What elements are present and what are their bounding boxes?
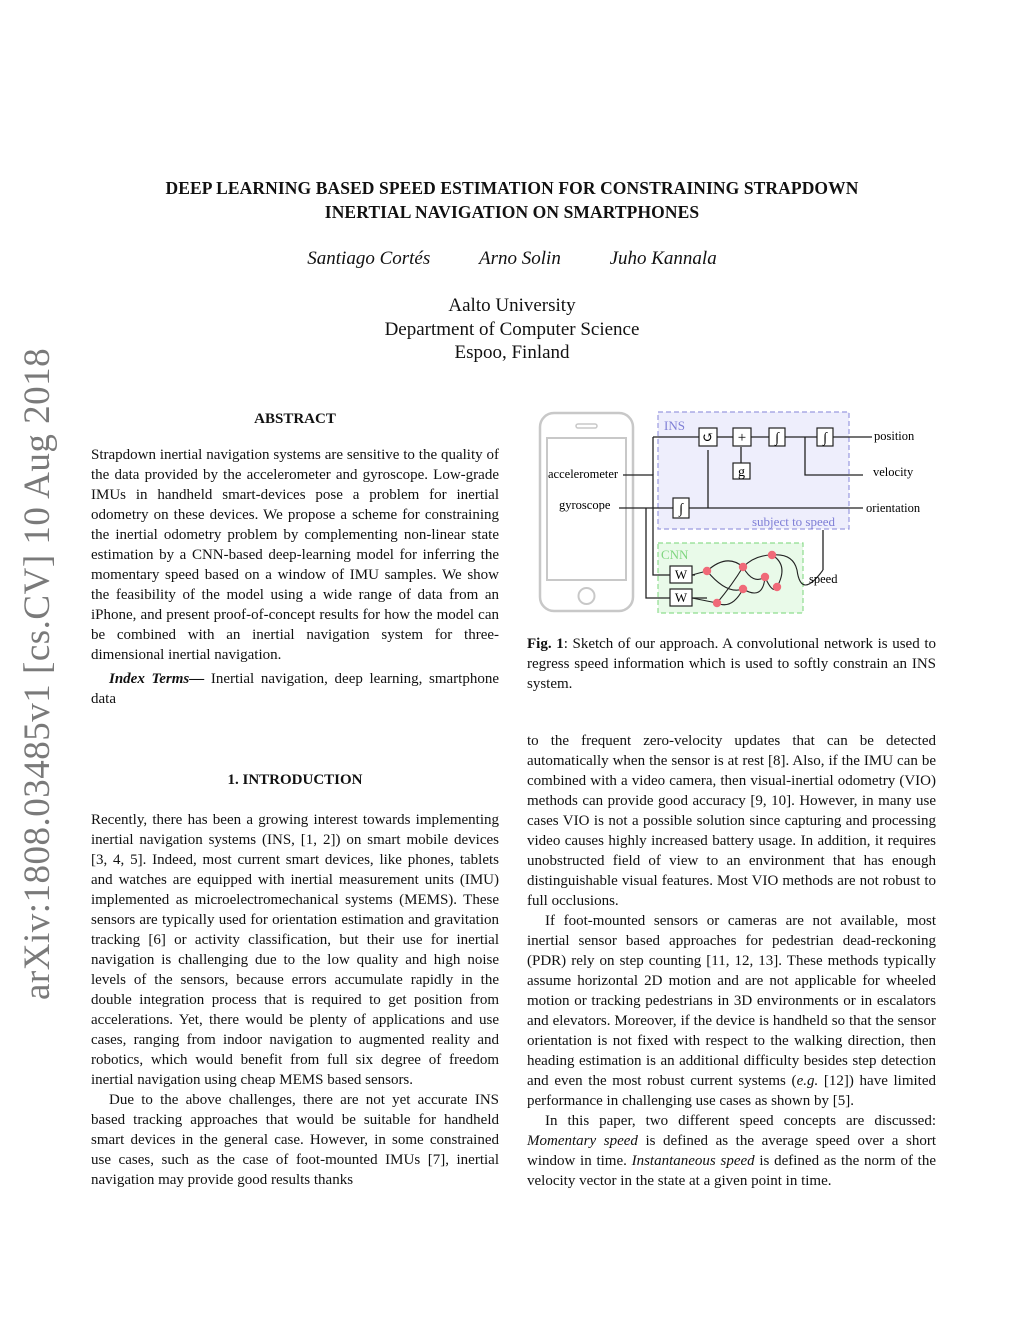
velocity-label: velocity (873, 465, 914, 479)
p3-term-momentary: Momentary speed (527, 1133, 638, 1149)
right-paragraph-2-text: If foot-mounted sensors or cameras are not available, most inertial sensor based approaches for pedestrian dead-reckoning (PDR) rely on step counting [11, 12, 13]. These methods typically assume horizontal 2D motion and are not applicable for wheeled motion or tracking pedestrians in 3D environments or in escalators and elevators. Moreover, if the device is handheld so that the sensor orientation is not fixed with respect to the walking direction, then heading estimation is an additional difficulty besides step detection and even the most robust current systems ( (527, 913, 936, 1089)
p3-part-c: is defined as the norm of the velocity vector in the state at a given point in time. (527, 1153, 936, 1189)
arxiv-stamp: arXiv:1808.03485v1 [cs.CV] 10 Aug 2018 (17, 347, 58, 1000)
intro-paragraph-2: Due to the above challenges, there are not yet accurate INS based tracking approaches that would be suitable for handheld smart devices in the general case. However, in some constrained use cases, such as the case of foot-mounted IMUs [7], inertial navigation may provide good results thanks (91, 1092, 499, 1188)
author-1: Santiago Cortés (307, 248, 431, 269)
cnn-label: CNN (661, 547, 689, 562)
abstract-heading: ABSTRACT (254, 411, 336, 427)
integrator-symbol-3: ∫ (679, 502, 683, 517)
title-line-2: INERTIAL NAVIGATION ON SMARTPHONES (324, 202, 700, 222)
introduction-section (91, 770, 499, 1190)
cnn-node-7 (773, 583, 781, 591)
accelerometer-label: accelerometer (548, 467, 619, 481)
right-paragraph-2 (527, 911, 936, 1111)
index-terms-text: Inertial navigation, deep learning, smartphone data (91, 671, 499, 707)
title-line-1: DEEP LEARNING BASED SPEED ESTIMATION FOR CONSTRAINING STRAPDOWN (165, 178, 859, 198)
integrator-symbol-1: ∫ (775, 431, 779, 446)
affiliation-line-2: Department of Computer Science (384, 318, 640, 340)
index-terms (91, 669, 499, 709)
right-paragraph-3 (527, 1111, 936, 1191)
right-paragraph-1: to the frequent zero-velocity updates that can be detected automatically when the sensor is at rest [8]. Also, if the IMU can be combined with a video camera, then visual-inertial odometry (VIO) methods can provide good accuracy [9, 10]. However, in many use cases VIO is not a possible solution since capturing and processing video causes highly increased battery usage. In addition, it requires unobstructed field of view to an environment that has enough distinguishable visual features. Most VIO methods are not robust to full occlusions. (527, 733, 936, 909)
right-column-text (527, 731, 936, 1191)
affiliation (0, 294, 1024, 365)
abstract-text: Strapdown inertial navigation systems are sensitive to the quality of the data provided by the accelerometer and gyroscope. Low-grade IMUs in handheld smart-devices pose a problem for inertial odometry on these devices. We propose a scheme for constraining the inertial odometry problem by complementing non-linear state estimation by a CNN-based deep-learning model for inferring the momentary speed based on a window of IMU samples. We show the feasibility of the model using a wide range of data from an iPhone, and present proof-of-concept results for how the model can be combined with an inertial navigation system for three-dimensional inertial navigation. (91, 447, 499, 663)
gravity-symbol: g (738, 465, 745, 480)
intro-paragraph-1: Recently, there has been a growing interest towards implementing inertial navigation systems (INS, [1, 2]) on smart mobile devices [3, 4, 5]. Indeed, most current smart devices, like phones, tablets and watches are equipped with inertial measurement units (IMU) implemented as microelectromechanical systems (MEMS). These sensors are typically used for orientation estimation and gravitation tracking [6] or activity classification, but their use for inertial navigation is challenging due to the low quality and high noise levels of the sensors, because errors accumulate rapidly in the double integration process that is required to get position from accelerations. Yet, there would be plenty of applications and use cases, ranging from indoor navigation to augmented reality and robotics, which would benefit from full six degree of freedom inertial navigation using cheap MEMS based sensors. (91, 812, 499, 1088)
cnn-node-5 (768, 551, 776, 559)
phone-speaker (576, 424, 597, 428)
subject-to-speed-label: subject to speed (752, 514, 836, 529)
position-label: position (874, 429, 915, 443)
caption-label: Fig. 1 (527, 636, 564, 652)
integrator-symbol-2: ∫ (823, 431, 827, 446)
orientation-label: orientation (866, 501, 921, 515)
phone-home-button (579, 588, 595, 604)
introduction-heading: 1. INTRODUCTION (227, 772, 363, 788)
author-3: Juho Kannala (609, 248, 717, 269)
right-paragraph-2-eg: e.g. (796, 1073, 819, 1089)
plus-symbol: + (737, 430, 747, 446)
cnn-weight-label-2: W (674, 590, 688, 605)
rotation-symbol: ↺ (702, 431, 714, 446)
speed-label: speed (809, 572, 838, 586)
cnn-node-1 (703, 567, 711, 575)
cnn-node-2 (713, 599, 721, 607)
affiliation-line-3: Espoo, Finland (454, 342, 570, 363)
author-list (0, 248, 1024, 270)
right-paragraph-2-end: [12]) have limited performance in challenging use cases as shown by [5]. (527, 1073, 937, 1109)
abstract-section (91, 409, 499, 709)
caption-text: : Sketch of our approach. A convolutional network is used to regress speed information which is used to softly constrain an INS system. (527, 636, 936, 692)
figure-1-diagram (527, 405, 937, 620)
ins-label: INS (664, 418, 685, 433)
p3-part-b: is defined as the average speed over a short window in time. (527, 1133, 936, 1169)
p3-part-a: In this paper, two different speed concepts are discussed: (545, 1113, 936, 1129)
index-terms-label: Index Terms— (109, 671, 205, 687)
cnn-node-3 (739, 563, 747, 571)
cnn-node-6 (761, 573, 769, 581)
author-2: Arno Solin (479, 248, 561, 269)
affiliation-line-1: Aalto University (448, 295, 576, 316)
cnn-node-4 (739, 585, 747, 593)
cnn-weight-label-1: W (674, 567, 688, 582)
paper-title (0, 176, 1024, 224)
gyroscope-label: gyroscope (559, 498, 611, 512)
p3-term-instantaneous: Instantaneous speed (631, 1153, 755, 1169)
figure-1-caption (527, 634, 936, 694)
